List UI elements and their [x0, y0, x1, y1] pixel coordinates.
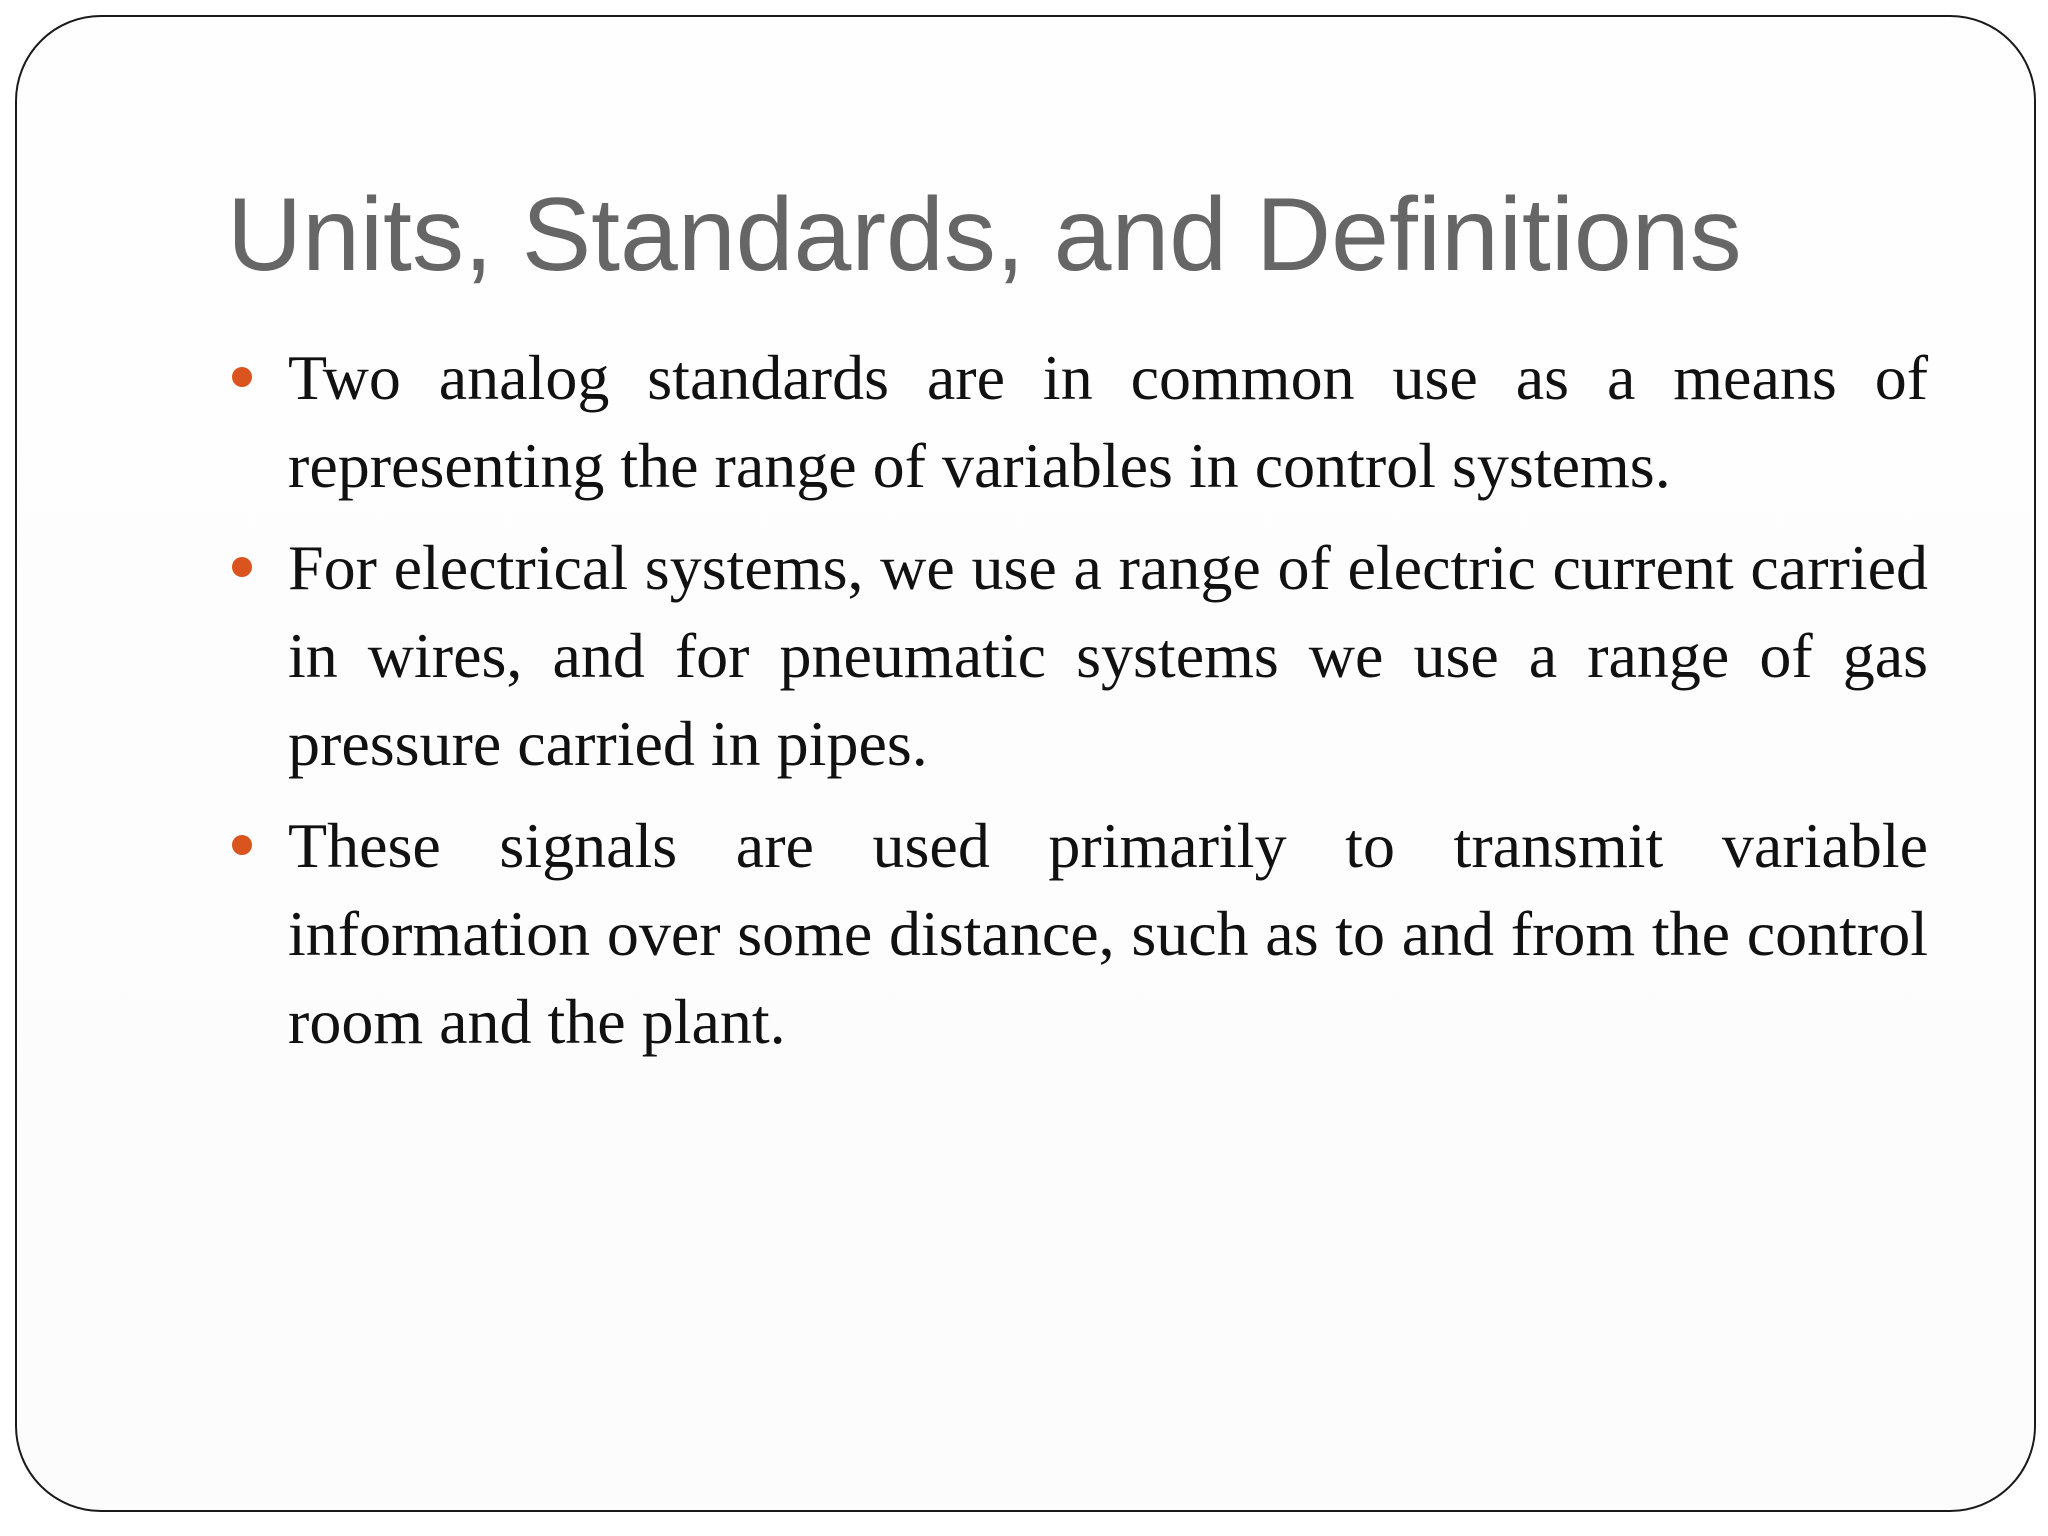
bullet-item — [228, 802, 1928, 1066]
bullet-marker-icon — [232, 367, 252, 387]
slide-title: Units, Standards, and Definitions — [227, 177, 1742, 293]
bullet-list — [228, 334, 1928, 1080]
bullet-marker-icon — [232, 835, 252, 855]
bullet-text: These signals are used primarily to transmit variable information over some distance, such as to and from the control room and the plant. — [288, 810, 1928, 1057]
bullet-text: For electrical systems, we use a range of electric current carried in wires, and for pneumatic systems we use a range of gas pressure carried in pipes. — [288, 532, 1928, 779]
bullet-item — [228, 524, 1928, 788]
bullet-item — [228, 334, 1928, 510]
bullet-marker-icon — [232, 557, 252, 577]
bullet-text: Two analog standards are in common use as a means of representing the range of variables in control systems. — [288, 342, 1928, 501]
